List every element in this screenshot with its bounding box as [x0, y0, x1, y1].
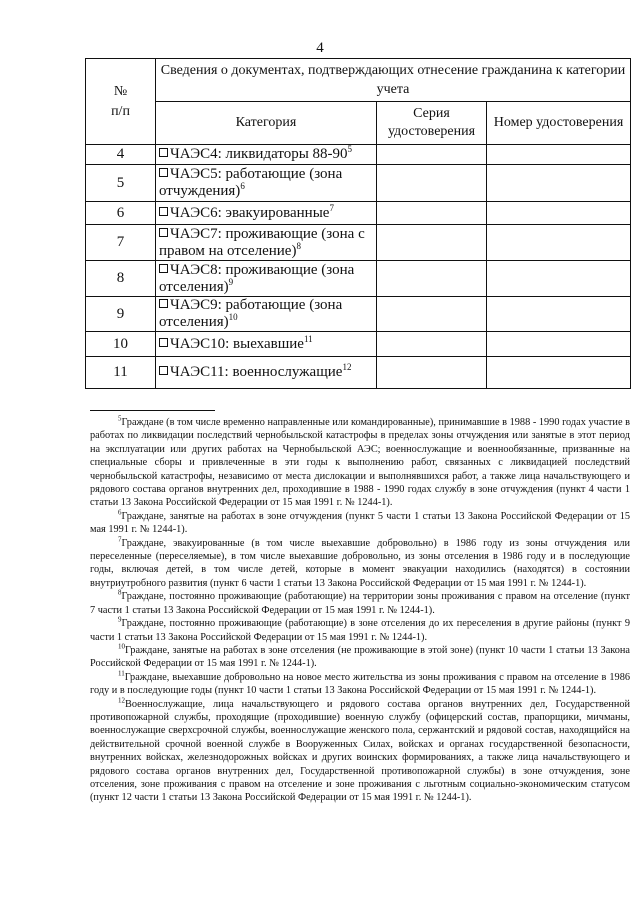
table-row: [86, 357, 631, 389]
series-cell[interactable]: [377, 261, 487, 297]
category-checkbox[interactable]: [159, 366, 168, 375]
footnote-ref: 7: [329, 202, 334, 213]
footnote-text: Граждане, постоянно проживающие (работающие) на территории зоны проживания с правом на отселение (пункт 7 части 1 статьи 13 Закона Российской Федерации от 15 мая 1991 г. № 1244-1).: [90, 591, 630, 616]
footnote-number: 7: [118, 535, 122, 544]
number-cell[interactable]: [487, 165, 631, 202]
category-checkbox[interactable]: [159, 338, 168, 347]
table-row: [86, 225, 631, 261]
footnote-number: 9: [118, 615, 122, 624]
header-main: Сведения о документах, подтверждающих отнесение гражданина к категории учета: [156, 59, 631, 102]
series-cell[interactable]: [377, 225, 487, 261]
footnote-number: 10: [118, 642, 125, 651]
series-cell[interactable]: [377, 297, 487, 332]
row-number: 4: [86, 145, 156, 165]
footnotes: [90, 416, 630, 805]
footnote-text: Граждане, эвакуированные (в том числе выехавшие добровольно) в 1986 году из зоны отчуждения или переселенные (переселяемые), в том числе выехавшие добровольно, из зоны отселения в 1986 году и в последующие годы, включая детей, в том числе детей, которые в момент эвакуации находились (находятся) в состоянии внутриутробного развития (пункт 6 части 1 статьи 13 Закона Российской Федерации от 15 мая 1991 г. № 1244-1).: [90, 537, 630, 589]
footnote-ref: 9: [228, 276, 234, 287]
series-cell[interactable]: [377, 332, 487, 357]
footnote-number: 12: [118, 696, 125, 705]
footnote-number: 11: [118, 669, 125, 678]
number-cell[interactable]: [487, 145, 631, 165]
table-row: [86, 297, 631, 332]
footnote-text: Граждане, постоянно проживающие (работающие) в зоне отселения до их переселения в другие районы (пункт 9 части 1 статьи 13 Закона Российской Федерации от 15 мая 1991 г. № 1244-1).: [90, 618, 630, 643]
row-category: [156, 202, 377, 225]
footnote: [90, 510, 630, 537]
category-checkbox[interactable]: [159, 299, 168, 308]
category-label: ЧАЭС7: проживающие (зона с правом на отселение): [159, 225, 365, 259]
number-cell[interactable]: [487, 225, 631, 261]
row-number: 11: [86, 357, 156, 389]
series-cell[interactable]: [377, 145, 487, 165]
footnote-ref: 8: [296, 240, 301, 251]
footnote: [90, 590, 630, 617]
header-num-symbol: №: [113, 83, 128, 99]
footnote-number: 5: [118, 414, 122, 423]
header-category: Категория: [156, 102, 377, 145]
category-checkbox[interactable]: [159, 148, 168, 157]
footnote-ref: 5: [347, 144, 353, 154]
footnote-ref: 11: [303, 333, 313, 344]
row-number: 8: [86, 261, 156, 297]
category-table: [85, 58, 631, 389]
header-num-abbrev: п/п: [111, 103, 130, 119]
footnote-separator: [90, 410, 215, 411]
footnote: [90, 537, 630, 591]
footnote-ref: 10: [228, 312, 238, 322]
number-cell[interactable]: [487, 297, 631, 332]
row-category: [156, 261, 377, 297]
footnote-ref: 6: [240, 181, 245, 191]
table-row: [86, 165, 631, 202]
footnote: [90, 416, 630, 510]
row-category: [156, 297, 377, 332]
footnote-text: Граждане, выехавшие добровольно на новое место жительства из зоны проживания с правом на отселение в 1986 году и в последующие годы (пункт 10 части 1 статьи 13 Закона Российской Федерации от 15 мая 1991 г. № 1244-1).: [90, 671, 630, 697]
footnote-number: 6: [118, 508, 122, 517]
row-category: [156, 332, 377, 357]
footnote: [90, 617, 630, 644]
number-cell[interactable]: [487, 332, 631, 357]
row-number: 7: [86, 225, 156, 261]
category-checkbox[interactable]: [159, 207, 168, 216]
footnote-ref: 12: [342, 362, 352, 372]
category-label: ЧАЭС4: ликвидаторы 88-90: [170, 146, 348, 162]
series-cell[interactable]: [377, 357, 487, 389]
table-row: [86, 145, 631, 165]
footnote-text: Граждане, занятые на работах в зоне отчуждения (пункт 5 части 1 статьи 13 Закона Российской Федерации от 15 мая 1991 г. № 1244-1).: [90, 510, 630, 536]
footnote: [90, 698, 630, 805]
category-checkbox[interactable]: [159, 228, 168, 237]
number-cell[interactable]: [487, 261, 631, 297]
category-label: ЧАЭС10: выехавшие: [170, 335, 304, 352]
row-number: 10: [86, 332, 156, 357]
row-number: 9: [86, 297, 156, 332]
header-num-col: [86, 59, 156, 145]
category-label: ЧАЭС9: работающие (зона отселения): [159, 297, 343, 330]
header-series: Серия удостоверения: [377, 102, 487, 145]
row-number: 5: [86, 165, 156, 202]
footnote-text: Граждане, занятые на работах в зоне отселения (не проживающие в этой зоне) (пункт 10 части 1 статьи 13 Закона Российской Федерации от 15 мая 1991 г. № 1244-1).: [90, 644, 630, 670]
footnote-text: Граждане (в том числе временно направленные или командированные), принимавшие в 1988 - 1990 годах участие в работах по ликвидации последствий чернобыльской катастрофы в пределах зоны отчуждения или занятые в этот период на эксплуатации или других работах на Чернобыльской АЭС; военнослужащие и военнообязанные, призванные на специальные сборы и привлеченные в эти годы к выполнению работ, связанных с ликвидацией последствий чернобыльской катастрофы, независимо от места дислокации и выполнявшихся работ, а также лица начальствующего и рядового состава органов внутренних дел, проходившие в 1988 - 1990 годах службу в зоне отчуждения (пункт 4 части 1 статьи 13 Закона Российской Федерации от 15 мая 1991 г. № 1244-1).: [90, 417, 630, 509]
page-number: 4: [316, 40, 324, 56]
row-category: [156, 145, 377, 165]
header-number: Номер удостоверения: [487, 102, 631, 145]
table-row: [86, 332, 631, 357]
category-label: ЧАЭС6: эвакуированные: [170, 204, 330, 221]
category-label: ЧАЭС5: работающие (зона отчуждения): [159, 166, 343, 199]
number-cell[interactable]: [487, 357, 631, 389]
row-category: [156, 357, 377, 389]
series-cell[interactable]: [377, 202, 487, 225]
row-category: [156, 225, 377, 261]
footnote: [90, 644, 630, 671]
number-cell[interactable]: [487, 202, 631, 225]
footnote: [90, 671, 630, 698]
row-number: 6: [86, 202, 156, 225]
series-cell[interactable]: [377, 165, 487, 202]
row-category: [156, 165, 377, 202]
category-label: ЧАЭС8: проживающие (зона отселения): [159, 261, 355, 295]
footnote-number: 8: [118, 588, 122, 597]
table-row: [86, 261, 631, 297]
category-checkbox[interactable]: [159, 264, 168, 273]
category-label: ЧАЭС11: военнослужащие: [170, 364, 343, 380]
table-row: [86, 202, 631, 225]
category-checkbox[interactable]: [159, 168, 168, 177]
footnote-text: Военнослужащие, лица начальствующего и рядового состава органов внутренних дел, Государственной противопожарной службы, проходящие (проходившие) военную службу (офицерский состав, прапорщики, мичманы, военнослужащие сверхсрочной службы, военнослужащие женского пола, сержантский и рядовой состав, находящийся на действительной срочной военной службе в Вооруженных Силах, войсках и органах государственной безопасности, внутренних войсках, железнодорожных войсках и других воинских формированиях, а также лица начальствующего и рядового состава органов внутренних дел, Государственной противопожарной службы) в зоне отчуждения, зоне отселения, зоне проживания с правом на отселение и зоне проживания с льготным социально-экономическим статусом (пункт 12 части 1 статьи 13 Закона Российской Федерации от 15 мая 1991 г. № 1244-1).: [90, 698, 630, 804]
